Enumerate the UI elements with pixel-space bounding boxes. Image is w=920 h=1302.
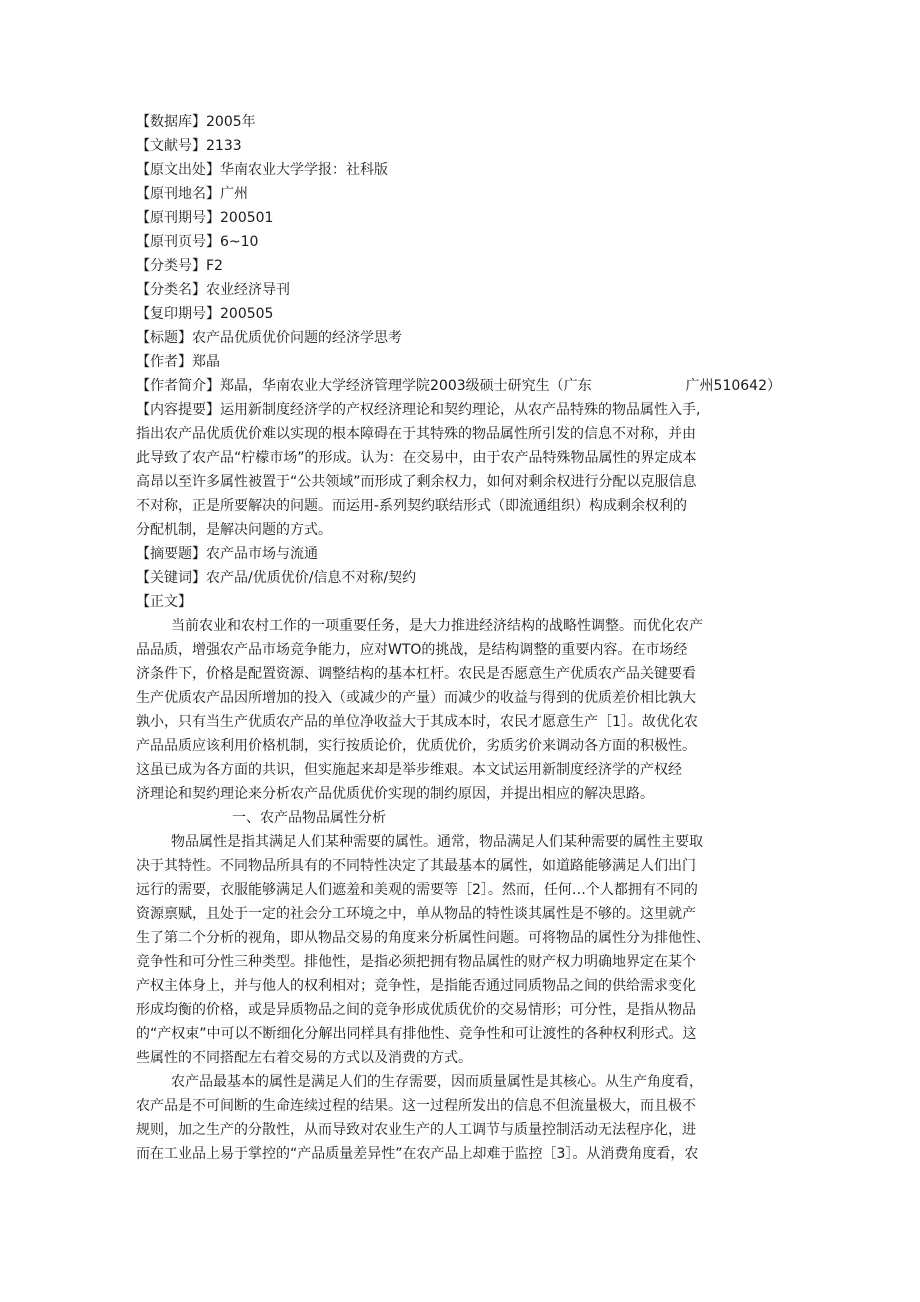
meta-place: 【原刊地名】广州 — [136, 186, 248, 202]
paragraph-line: 生了第二个分析的视角，即从物品交易的角度来分析属性问题。可将物品的属性分为排他性、 — [136, 930, 710, 946]
meta-class-number: 【分类号】F2 — [136, 258, 223, 274]
paragraph-line: 资源禀赋，且处于一定的社会分工环境之中，单从物品的特性谈其属性是不够的。这里就产 — [136, 906, 696, 922]
meta-source: 【原文出处】华南农业大学学报：社科版 — [136, 162, 388, 178]
meta-keywords: 【关键词】农产品/优质优价/信息不对称/契约 — [136, 570, 417, 586]
paragraph-line: 济条件下，价格是配置资源、调整结构的基本杠杆。农民是否愿意生产优质农产品关键要看 — [136, 666, 696, 682]
meta-database: 【数据库】2005年 — [136, 114, 256, 130]
paragraph-line: 竞争性和可分性三种类型。排他性，是指必须把拥有物品属性的财产权力明确地界定在某个 — [136, 954, 696, 970]
meta-title: 【标题】农产品优质优价问题的经济学思考 — [136, 330, 402, 346]
paragraph-line: 形成均衡的价格，或是异质物品之间的竞争形成优质优价的交易情形；可分性，是指从物品 — [136, 1002, 696, 1018]
abstract-line: 【内容提要】运用新制度经济学的产权经济理论和契约理论，从农产品特殊的物品属性入手, — [136, 402, 701, 418]
paragraph-intro — [136, 614, 756, 806]
meta-doc-number: 【文献号】2133 — [136, 138, 242, 154]
abstract — [136, 398, 776, 542]
paragraph-line: 产品品质应该利用价格机制，实行按质论价，优质优价，劣质劣价来调动各方面的积极性。 — [136, 738, 696, 754]
paragraph-line: 济理论和契约理论来分析农产品优质优价实现的制约原因，并提出相应的解决思路。 — [136, 786, 654, 802]
paragraph-line: 生产优质农产品因所增加的投入（或减少的产量）而减少的收益与得到的优质差价相比孰大 — [136, 690, 696, 706]
paragraph-agri-attributes — [136, 1070, 756, 1166]
meta-author: 【作者】郑晶 — [136, 354, 220, 370]
paragraph-line: 物品属性是指其满足人们某种需要的属性。通常，物品满足人们某种需要的属性主要取 — [171, 834, 703, 850]
metadata-block — [136, 110, 781, 614]
paragraph-line: 些属性的不同搭配左右着交易的方式以及消费的方式。 — [136, 1050, 472, 1066]
paragraph-line: 而在工业品上易于掌控的“产品质量差异性”在农产品上却难于监控［3］。从消费角度看，农 — [136, 1146, 699, 1162]
abstract-line: 指出农产品优质优价难以实现的根本障碍在于其特殊的物品属性所引发的信息不对称，并由 — [136, 426, 696, 442]
meta-author-intro — [136, 374, 781, 398]
section-heading: 一、农产品物品属性分析 — [232, 810, 386, 826]
paragraph-line: 远行的需要，衣服能够满足人们遮羞和美观的需要等［2］。然而，任何…个人都拥有不同的 — [136, 882, 698, 898]
abstract-line: 分配机制，是解决问题的方式。 — [136, 522, 332, 538]
paragraph-line: 决于其特性。不同物品所具有的不同特性决定了其最基本的属性，如道路能够满足人们出门 — [136, 858, 696, 874]
meta-topic: 【摘要题】农产品市场与流通 — [136, 546, 318, 562]
paragraph-line: 的“产权束”中可以不断细化分解出同样具有排他性、竞争性和可让渡性的各种权利形式。这 — [136, 1026, 697, 1042]
paragraph-line: 孰小，只有当生产优质农产品的单位净收益大于其成本时，农民才愿意生产［1］。故优化农 — [136, 714, 698, 730]
meta-body-label: 【正文】 — [136, 594, 192, 610]
paragraph-line: 当前农业和农村工作的一项重要任务，是大力推进经济结构的战略性调整。而优化农产 — [171, 618, 703, 634]
abstract-line: 高昂以至许多属性被置于“公共领域”而形成了剩余权力，如何对剩余权进行分配以克服信息 — [136, 474, 697, 490]
paragraph-line: 农产品是不可间断的生命连续过程的结果。这一过程所发出的信息不但流量极大，而且极不 — [136, 1098, 696, 1114]
meta-reprint-issue: 【复印期号】200505 — [136, 306, 274, 322]
paragraph-line: 品品质，增强农产品市场竞争能力，应对WTO的挑战，是结构调整的重要内容。在市场经 — [136, 642, 688, 658]
paragraph-line: 规则，加之生产的分散性，从而导致对农业生产的人工调节与质量控制活动无法程序化，进 — [136, 1122, 696, 1138]
meta-pages: 【原刊页号】6~10 — [136, 234, 259, 250]
author-intro-right: 广州510642） — [685, 378, 781, 394]
meta-issue: 【原刊期号】200501 — [136, 210, 274, 226]
meta-class-name: 【分类名】农业经济导刊 — [136, 282, 290, 298]
article-body — [136, 614, 756, 1166]
abstract-line: 此导致了农产品“柠檬市场”的形成。认为：在交易中，由于农产品特殊物品属性的界定成本 — [136, 450, 697, 466]
abstract-line: 不对称，正是所要解决的问题。而运用-系列契约联结形式（即流通组织）构成剩余权利的 — [136, 498, 688, 514]
paragraph-line: 产权主体身上，并与他人的权利相对；竞争性，是指能否通过同质物品之间的供给需求变化 — [136, 978, 696, 994]
author-intro-left: 【作者简介】郑晶，华南农业大学经济管理学院2003级硕士研究生（广东 — [136, 378, 592, 394]
paragraph-line: 这虽已成为各方面的共识，但实施起来却是举步维艰。本文试运用新制度经济学的产权经 — [136, 762, 682, 778]
paragraph-line: 农产品最基本的属性是满足人们的生存需要，因而质量属性是其核心。从生产角度看， — [171, 1074, 703, 1090]
paragraph-attributes — [136, 830, 756, 1070]
